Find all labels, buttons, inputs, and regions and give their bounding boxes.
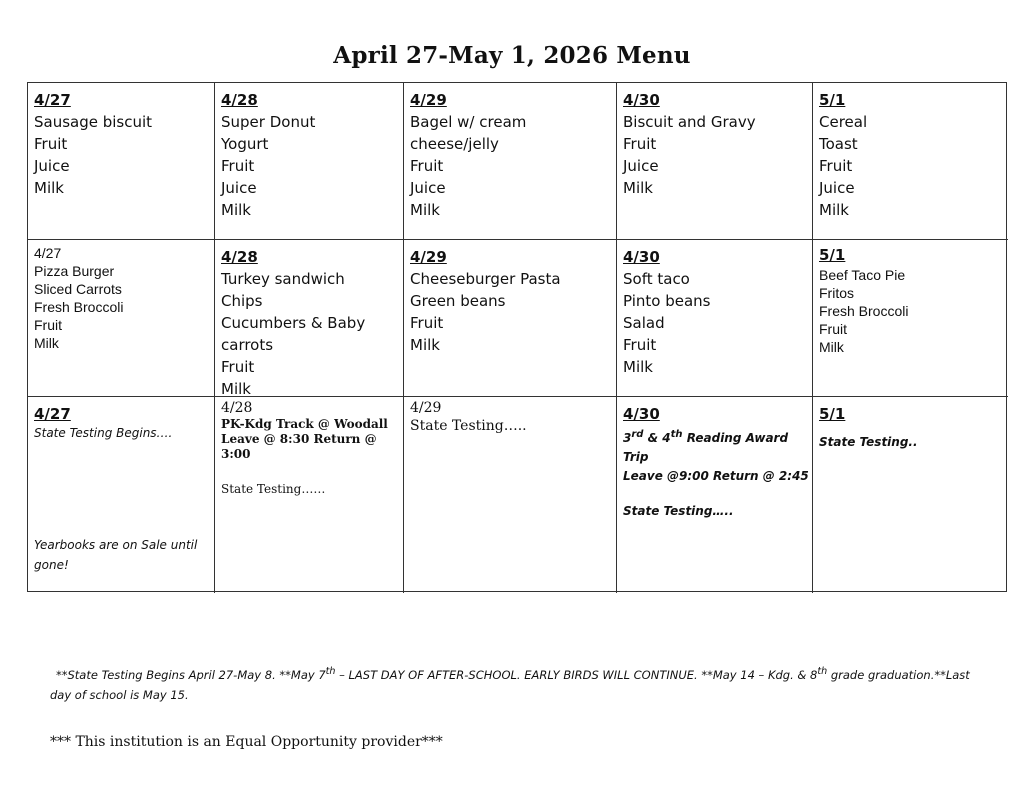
spacer [623, 486, 812, 502]
menu-item: Fruit [819, 321, 847, 337]
lunch-cell [813, 240, 1008, 397]
menu-item: Milk [623, 179, 653, 197]
menu-item: Salad [623, 314, 665, 332]
menu-item: Milk [410, 336, 440, 354]
day-date: 4/29 [410, 91, 447, 109]
menu-item: Milk [623, 358, 653, 376]
lunch-cell [215, 240, 404, 397]
event-text [623, 425, 812, 467]
menu-item: Juice [623, 157, 659, 175]
menu-item: Turkey sandwich [221, 270, 345, 288]
menu-item: Cucumbers & Baby [221, 314, 366, 332]
day-date: 5/1 [819, 405, 846, 423]
menu-item: Pinto beans [623, 292, 711, 310]
menu-grid [27, 82, 1007, 592]
event-text: State Testing…… [221, 482, 326, 496]
day-date: 4/30 [623, 405, 660, 423]
menu-item: Milk [221, 380, 251, 397]
menu-item: Fruit [819, 157, 853, 175]
menu-item: Cereal [819, 113, 868, 131]
event-text: PK-Kdg Track @ Woodall Leave @ 8:30 Return @ 3:00 [221, 417, 388, 461]
menu-item: Fruit [34, 135, 68, 153]
menu-item: Soft taco [623, 270, 690, 288]
lunch-cell [404, 240, 617, 397]
menu-item: Sliced Carrots [34, 281, 122, 297]
events-cell [28, 397, 215, 593]
menu-item: Milk [34, 179, 64, 197]
breakfast-cell [617, 83, 813, 240]
menu-item: Yogurt [221, 135, 269, 153]
day-date: 5/1 [819, 91, 846, 109]
menu-item: Chips [221, 292, 263, 310]
day-date: 5/1 [819, 246, 846, 264]
menu-item: Fresh Broccoli [819, 303, 909, 319]
menu-item: Milk [410, 201, 440, 219]
menu-item: Biscuit and Gravy [623, 113, 756, 131]
menu-item: Green beans [410, 292, 506, 310]
menu-item: Fruit [623, 135, 657, 153]
ordinal-suffix: rd [631, 429, 644, 440]
menu-item: Fruit [410, 157, 444, 175]
spacer [221, 462, 403, 478]
ordinal-suffix: th [670, 429, 683, 440]
ordinal-suffix: th [817, 666, 828, 677]
menu-item: Fruit [34, 317, 62, 333]
event-text: State Testing Begins…. [34, 426, 173, 440]
menu-item: Fruit [221, 358, 255, 376]
menu-item: carrots [221, 336, 274, 354]
footnote-text: **State Testing Begins April 27-May 8. **May 7 [56, 667, 326, 682]
events-cell [813, 397, 1008, 593]
breakfast-cell [813, 83, 1008, 240]
event-text: State Testing.. [819, 435, 918, 449]
menu-item: Milk [34, 335, 59, 351]
day-date: 4/30 [623, 248, 660, 266]
day-date: 4/28 [221, 91, 258, 109]
lunch-cell [617, 240, 813, 397]
footnote-text: grade graduation.**Last [827, 667, 970, 682]
spacer [34, 441, 214, 535]
footnote [50, 662, 990, 705]
menu-item: Milk [819, 339, 844, 355]
menu-item: Juice [34, 157, 70, 175]
menu-item: Juice [221, 179, 257, 197]
menu-item: Milk [221, 201, 251, 219]
day-date: 4/28 [221, 400, 253, 416]
menu-item: Fruit [623, 336, 657, 354]
event-name: Reading Award Trip [623, 431, 789, 464]
ampersand: & [643, 431, 663, 445]
day-date: 4/28 [221, 248, 258, 266]
event-time: Leave @9:00 Return @ 2:45 [623, 469, 809, 483]
menu-item: cheese/jelly [410, 135, 499, 153]
menu-item: Super Donut [221, 113, 316, 131]
day-date: 4/30 [623, 91, 660, 109]
menu-item: Milk [819, 201, 849, 219]
breakfast-cell [28, 83, 215, 240]
yearbook-note: Yearbooks are on Sale until gone! [34, 538, 198, 572]
day-date: 4/29 [410, 400, 442, 416]
grade-ordinal: 4 [662, 431, 671, 445]
ordinal-suffix: th [325, 666, 336, 677]
breakfast-cell [215, 83, 404, 240]
menu-item: Fresh Broccoli [34, 299, 124, 315]
footnote-text: – LAST DAY OF AFTER-SCHOOL. EARLY BIRDS WILL CONTINUE. **May 14 – Kdg. & 8 [335, 667, 818, 682]
events-cell [404, 397, 617, 593]
day-date: 4/27 [34, 245, 62, 261]
day-date: 4/27 [34, 405, 71, 423]
event-text: State Testing….. [623, 504, 734, 518]
menu-item: Beef Taco Pie [819, 267, 906, 283]
menu-item: Cheeseburger Pasta [410, 270, 561, 288]
menu-item: Juice [819, 179, 855, 197]
day-date: 4/29 [410, 248, 447, 266]
menu-item: Fruit [410, 314, 444, 332]
menu-item: Sausage biscuit [34, 113, 153, 131]
breakfast-cell [404, 83, 617, 240]
menu-item: Juice [410, 179, 446, 197]
day-date: 4/27 [34, 91, 71, 109]
menu-item: Toast [819, 135, 858, 153]
menu-item: Fruit [221, 157, 255, 175]
lunch-cell [28, 240, 215, 397]
grade-ordinal: 3 [623, 431, 632, 445]
events-cell [617, 397, 813, 593]
menu-item: Pizza Burger [34, 263, 115, 279]
menu-item: Bagel w/ cream [410, 113, 527, 131]
event-text: State Testing….. [410, 418, 527, 434]
footnote-text: day of school is May 15. [50, 687, 189, 702]
equal-opportunity-statement: *** This institution is an Equal Opportunity provider*** [50, 734, 443, 750]
events-cell [215, 397, 404, 593]
page-title: April 27-May 1, 2026 Menu [333, 42, 691, 69]
menu-item: Fritos [819, 285, 854, 301]
